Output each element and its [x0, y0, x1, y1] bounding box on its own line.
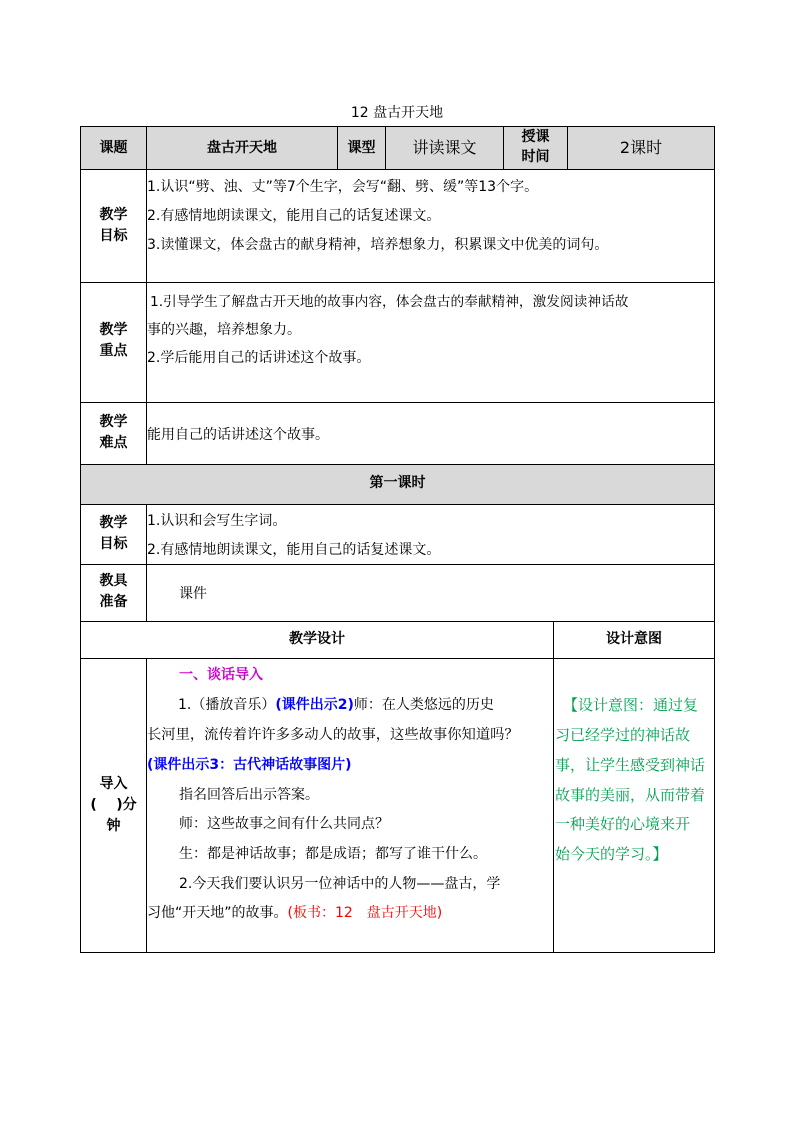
row-divider [80, 564, 715, 565]
col-divider [553, 621, 554, 953]
row-divider [80, 464, 715, 465]
intro-label-line: ( )分 [90, 797, 137, 813]
intro-paragraph-2 [147, 902, 442, 924]
intro-text: 生：都是神话故事；都是成语；都写了谁干什么。 [179, 846, 487, 862]
intro-text: 长河里，流传着许许多多动人的故事，这些故事你知道吗？ [147, 727, 519, 743]
difficulty-text: 能用自己的话讲述这个故事。 [147, 427, 329, 443]
lesson-goal-line: 1.认识和会写生字词。 [147, 513, 287, 529]
lesson-goals-label-line: 目标 [99, 536, 128, 552]
courseware-ref: (课件出示2) [275, 697, 354, 713]
hours-value: 2课时 [619, 138, 663, 157]
intro-text: 师：这些故事之间有什么共同点？ [179, 816, 389, 832]
row-divider [80, 169, 715, 170]
intro-paragraph-1 [178, 694, 494, 716]
topic-label: 课题 [99, 140, 128, 156]
difficulty-label-line: 教学 [99, 414, 128, 430]
type-value: 讲读课文 [412, 138, 477, 157]
hours-label-line: 授课 [521, 129, 550, 145]
intent-line: 习已经学过的神话故 [555, 726, 691, 744]
keypoints-label [81, 320, 146, 362]
keypoints-label-line: 教学 [99, 322, 128, 338]
document-title: 12 盘古开天地 [350, 105, 444, 121]
intro-text: 习他“开天地”的故事。 [147, 905, 288, 921]
goals-label [81, 205, 146, 247]
intent-line: 始今天的学习。】 [555, 845, 668, 863]
goal-line: 1.认识“劈、浊、丈”等7个生字，会写“翻、劈、缓”等13个字。 [147, 179, 539, 195]
hours-label-line: 时间 [521, 149, 550, 165]
board-note: (板书：12 盘古开天地) [287, 905, 443, 921]
topic-value: 盘古开天地 [207, 140, 277, 156]
type-label: 课型 [347, 140, 376, 156]
intent-line: 一种美好的心境来开 [555, 815, 691, 833]
intro-text: 2.今天我们要认识另一位神话中的人物——盘古，学 [179, 876, 501, 892]
intro-heading: 一、谈话导入 [179, 667, 263, 683]
intro-label-line: 导入 [99, 776, 128, 792]
intro-label-line: 钟 [106, 818, 121, 834]
lesson-goal-line: 2.有感情地朗读课文，能用自己的话复述课文。 [147, 542, 441, 558]
design-header: 教学设计 [289, 631, 345, 647]
intent-line: 故事的美丽，从而带着 [555, 786, 706, 804]
intent-header: 设计意图 [606, 631, 662, 647]
lesson-goals-label [81, 513, 146, 555]
goal-line: 3.读懂课文，体会盘古的献身精神，培养想象力，积累课文中优美的词句。 [147, 237, 609, 253]
keypoints-label-line: 重点 [99, 343, 128, 359]
goal-line: 2.有感情地朗读课文，能用自己的话复述课文。 [147, 208, 441, 224]
goals-label-line: 教学 [99, 207, 128, 223]
intent-line: 事，让学生感受到神话 [555, 756, 706, 774]
intro-text: 1.（播放音乐） [178, 697, 276, 713]
hours-label [504, 127, 567, 167]
difficulty-label-line: 难点 [99, 435, 128, 451]
goals-label-line: 目标 [99, 228, 128, 244]
keypoint-line: 1.引导学生了解盘古开天地的故事内容，体会盘古的奉献精神，激发阅读神话故 [150, 294, 629, 310]
tools-label-line: 教具 [99, 573, 128, 589]
row-divider [80, 402, 715, 403]
row-divider [80, 282, 715, 283]
lesson-goals-label-line: 教学 [99, 515, 128, 531]
first-lesson-heading: 第一课时 [369, 475, 426, 491]
intro-label [81, 774, 146, 837]
tools-label-line: 准备 [99, 594, 128, 610]
row-divider [80, 504, 715, 505]
keypoint-line: 事的兴趣，培养想象力。 [147, 322, 301, 338]
tools-label [81, 571, 146, 613]
intro-text: 师：在人类悠远的历史 [353, 697, 494, 713]
row-divider [80, 621, 715, 622]
row-divider [80, 658, 715, 659]
courseware-ref: (课件出示3：古代神话故事图片) [147, 757, 352, 773]
difficulty-label [81, 412, 146, 454]
tools-text: 课件 [179, 586, 207, 602]
keypoint-line: 2.学后能用自己的话讲述这个故事。 [147, 350, 371, 366]
intro-text: 指名回答后出示答案。 [179, 787, 319, 803]
intent-line: 【设计意图：通过复 [563, 696, 699, 714]
